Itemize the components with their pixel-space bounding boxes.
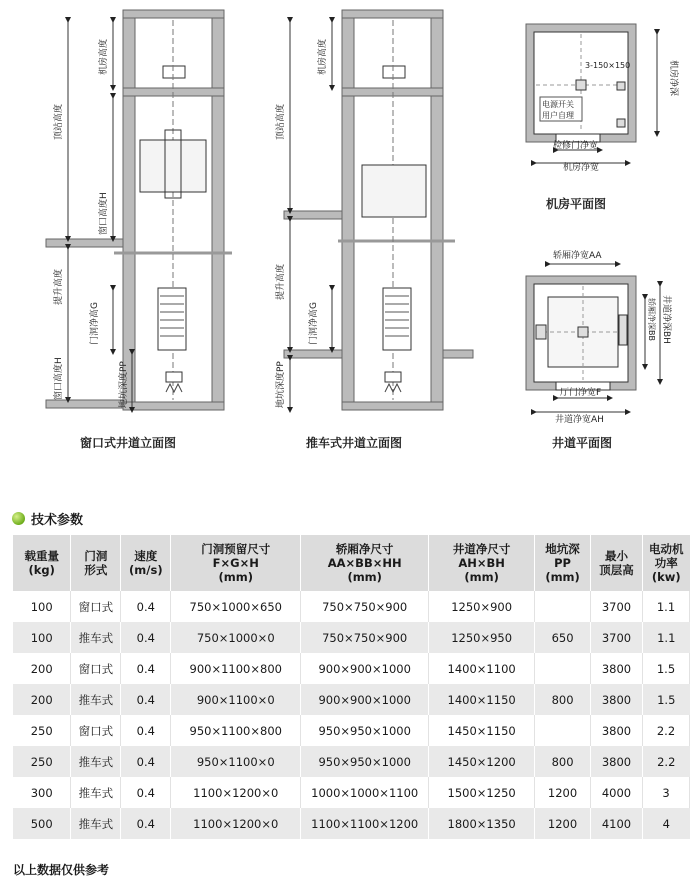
- column-header-line: 功率: [654, 556, 678, 570]
- table-cell: 推车式: [71, 622, 121, 653]
- table-cell: 2.2: [642, 746, 689, 777]
- table-cell: 0.4: [121, 684, 171, 715]
- label-car-depth: 轿厢净深BB: [647, 298, 656, 341]
- section-title-text: 技术参数: [31, 512, 84, 528]
- table-cell: 900×1100×800: [171, 653, 301, 684]
- label-travel-2: 提升高度: [276, 263, 286, 300]
- column-header-line: 门洞: [84, 549, 108, 563]
- table-cell: 窗口式: [71, 653, 121, 684]
- column-header-line: PP: [554, 556, 571, 570]
- table-cell: 0.4: [121, 777, 171, 808]
- table-cell: 950×1100×800: [171, 715, 301, 746]
- label-user-provided: 用户自理: [542, 111, 574, 120]
- label-door-clear-height-2: 门洞净高G: [309, 302, 319, 345]
- table-cell: 1.1: [642, 591, 689, 622]
- table-cell: 1200: [535, 808, 591, 839]
- table-cell: 0.4: [121, 622, 171, 653]
- table-cell: 1450×1200: [429, 746, 535, 777]
- table-cell: 1100×1200×0: [171, 808, 301, 839]
- table-cell: 推车式: [71, 777, 121, 808]
- table-header-row: [13, 535, 690, 591]
- column-header-line: 门洞预留尺寸: [201, 542, 271, 556]
- column-header-line: (m/s): [129, 563, 163, 577]
- caption-window-type: 窗口式井道立面图: [80, 436, 177, 450]
- column-header-line: F×G×H: [212, 556, 259, 570]
- label-pit-depth: 地坑深度PP: [119, 361, 129, 408]
- table-row: [13, 684, 690, 715]
- column-header-line: 速度: [134, 549, 158, 563]
- table-cell: 300: [13, 777, 71, 808]
- label-shaft-width: 井道净宽AH: [555, 415, 604, 425]
- table-cell: 2.2: [642, 715, 689, 746]
- column-header-line: AH×BH: [458, 556, 505, 570]
- caption-machine-room-plan: 机房平面图: [546, 197, 607, 211]
- label-machine-room-height-2: 机房高度: [318, 38, 328, 75]
- label-power-switch: 电源开关: [542, 100, 574, 109]
- table-cell: 800: [535, 746, 591, 777]
- table-cell: 900×900×1000: [301, 684, 429, 715]
- label-top-height-2: 顶站高度: [276, 103, 286, 140]
- table-cell: 推车式: [71, 684, 121, 715]
- table-cell: 1400×1150: [429, 684, 535, 715]
- column-header-line: AA×BB×HH: [327, 556, 402, 570]
- label-machine-room-height: 机房高度: [99, 38, 109, 75]
- label-window-sill: 窗口高度H: [54, 357, 64, 400]
- table-cell: 4100: [591, 808, 643, 839]
- table-cell: 窗口式: [71, 591, 121, 622]
- table-cell: 500: [13, 808, 71, 839]
- column-header: [535, 535, 591, 591]
- table-cell: 0.4: [121, 746, 171, 777]
- section-title: [12, 509, 83, 527]
- table-cell: 1.5: [642, 653, 689, 684]
- column-header: [71, 535, 121, 591]
- column-header-line: 井道净尺寸: [452, 542, 511, 556]
- table-cell: 3: [642, 777, 689, 808]
- table-cell: 750×1000×650: [171, 591, 301, 622]
- label-room-depth: 机房净深: [668, 60, 678, 97]
- table-cell: 900×900×1000: [301, 653, 429, 684]
- table-cell: 0.4: [121, 653, 171, 684]
- table-cell: 1000×1000×1100: [301, 777, 429, 808]
- table-row: [13, 746, 690, 777]
- column-header-line: 轿厢净尺寸: [335, 542, 394, 556]
- table-row: [13, 653, 690, 684]
- label-pit-depth-2: 地坑深度PP: [276, 361, 286, 408]
- table-cell: 200: [13, 653, 71, 684]
- table-cell: [535, 653, 591, 684]
- table-cell: 1100×1200×0: [171, 777, 301, 808]
- table-row: [13, 777, 690, 808]
- table-cell: 0.4: [121, 808, 171, 839]
- table-cell: 窗口式: [71, 715, 121, 746]
- column-header-line: (kg): [28, 563, 55, 577]
- trolley-type-elevation: [284, 10, 473, 410]
- table-cell: 0.4: [121, 715, 171, 746]
- table-cell: 1250×900: [429, 591, 535, 622]
- table-cell: 1100×1100×1200: [301, 808, 429, 839]
- column-header-line: (mm): [545, 570, 580, 584]
- table-cell: 1.1: [642, 622, 689, 653]
- table-cell: 3700: [591, 622, 643, 653]
- table-cell: 750×750×900: [301, 622, 429, 653]
- column-header-line: (mm): [347, 570, 382, 584]
- table-row: [13, 808, 690, 839]
- table-cell: 3800: [591, 653, 643, 684]
- label-travel: 提升高度: [54, 268, 64, 305]
- label-window-height: 窗口高度H: [99, 192, 109, 235]
- label-car-width: 轿厢净宽AA: [553, 251, 602, 261]
- table-cell: 1400×1100: [429, 653, 535, 684]
- table-cell: 推车式: [71, 808, 121, 839]
- column-header-line: (mm): [464, 570, 499, 584]
- column-header: [301, 535, 429, 591]
- table-cell: 950×950×1000: [301, 746, 429, 777]
- table-cell: 1.5: [642, 684, 689, 715]
- table-body: [13, 591, 690, 839]
- table-cell: 950×950×1000: [301, 715, 429, 746]
- column-header: [171, 535, 301, 591]
- table-cell: 750×750×900: [301, 591, 429, 622]
- table-cell: 900×1100×0: [171, 684, 301, 715]
- table-cell: [535, 715, 591, 746]
- column-header-line: 最小: [605, 549, 628, 563]
- label-top-height: 顶站高度: [54, 103, 64, 140]
- table-cell: 1450×1150: [429, 715, 535, 746]
- spec-table: [13, 535, 690, 839]
- table-cell: 1500×1250: [429, 777, 535, 808]
- column-header: [429, 535, 535, 591]
- table-cell: 750×1000×0: [171, 622, 301, 653]
- table-cell: 1800×1350: [429, 808, 535, 839]
- column-header-line: 形式: [84, 563, 108, 577]
- label-door-width: 厅门净宽F: [560, 388, 602, 398]
- column-header-line: 地坑深: [545, 542, 580, 556]
- table-cell: 3800: [591, 684, 643, 715]
- table-cell: 250: [13, 746, 71, 777]
- table-cell: 800: [535, 684, 591, 715]
- table-cell: 1250×950: [429, 622, 535, 653]
- column-header: [642, 535, 689, 591]
- table-cell: 4: [642, 808, 689, 839]
- table-cell: 1200: [535, 777, 591, 808]
- column-header-line: (mm): [218, 570, 253, 584]
- column-header-line: 载重量: [24, 549, 59, 563]
- green-bullet-icon: [12, 512, 25, 525]
- table-row: [13, 591, 690, 622]
- table-cell: 250: [13, 715, 71, 746]
- column-header: [591, 535, 643, 591]
- table-cell: 200: [13, 684, 71, 715]
- label-room-width: 机房净宽: [563, 163, 600, 173]
- column-header-line: 电动机: [648, 542, 684, 556]
- label-door-clear-height: 门洞净高G: [90, 302, 100, 345]
- table-row: [13, 715, 690, 746]
- column-header: [13, 535, 71, 591]
- table-cell: 3700: [591, 591, 643, 622]
- window-type-elevation: [46, 10, 232, 410]
- table-row: [13, 622, 690, 653]
- label-hole: 3-150×150: [585, 61, 631, 70]
- table-cell: [535, 591, 591, 622]
- caption-shaft-plan: 井道平面图: [552, 436, 613, 450]
- column-header: [121, 535, 171, 591]
- table-cell: 3800: [591, 715, 643, 746]
- table-cell: 3800: [591, 746, 643, 777]
- footnote: 以上数据仅供参考: [13, 863, 110, 877]
- table-cell: 100: [13, 591, 71, 622]
- table-cell: 100: [13, 622, 71, 653]
- table-cell: 推车式: [71, 746, 121, 777]
- table-cell: 0.4: [121, 591, 171, 622]
- caption-trolley-type: 推车式井道立面图: [306, 436, 403, 450]
- column-header-line: (kw): [651, 570, 681, 584]
- table-cell: 650: [535, 622, 591, 653]
- column-header-line: 顶层高: [599, 563, 634, 577]
- table-cell: 950×1100×0: [171, 746, 301, 777]
- label-access-width: 检修门净宽: [553, 141, 599, 151]
- label-shaft-depth: 井道净深BH: [661, 295, 671, 344]
- table-cell: 4000: [591, 777, 643, 808]
